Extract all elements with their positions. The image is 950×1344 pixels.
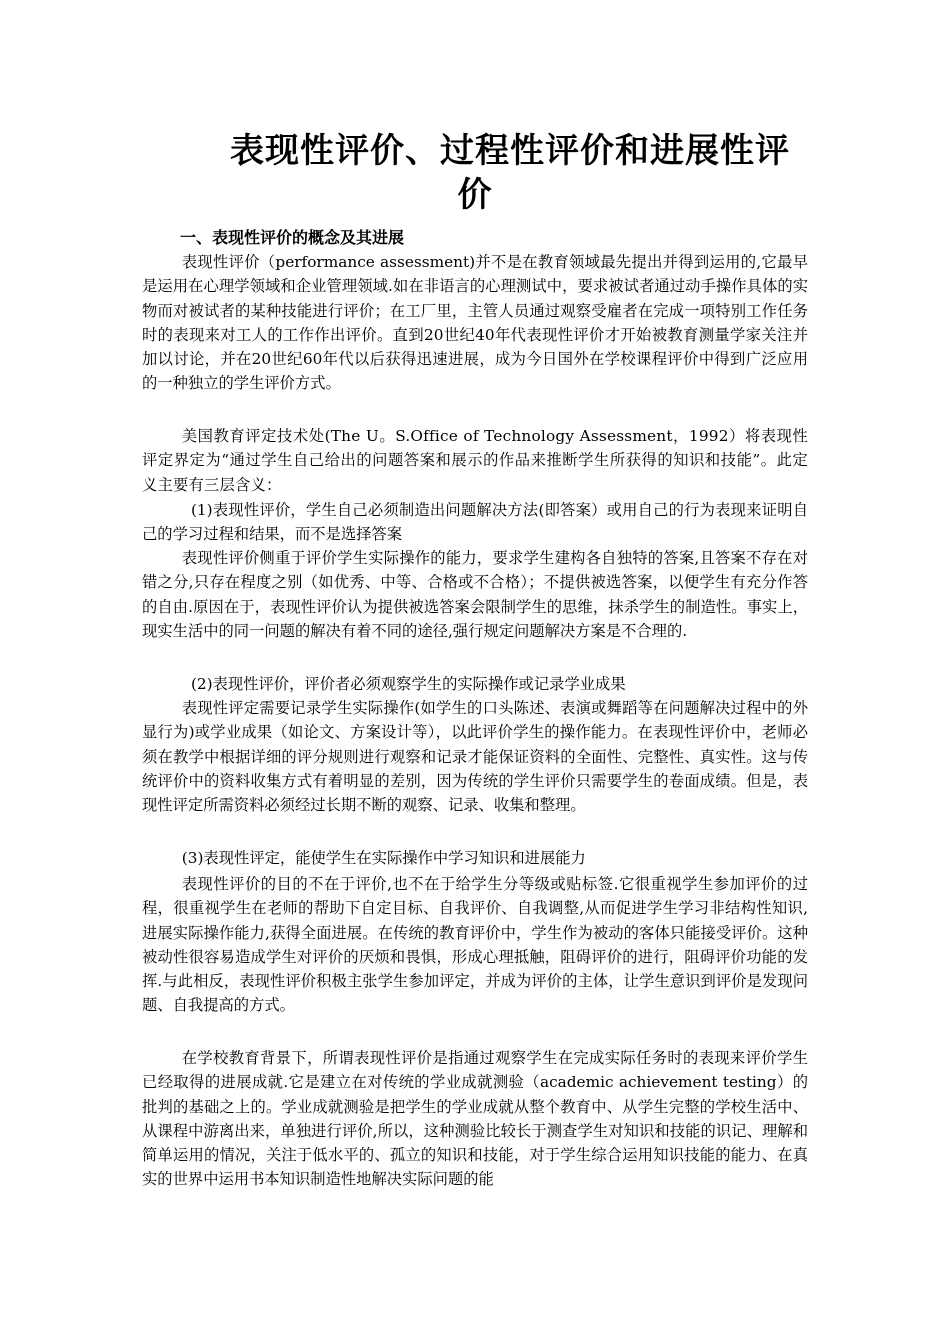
paragraph: (1)表现性评价，学生自己必须制造出问题解决方法(即答案）或用自己的行为表现来证明自己的学习过程和结果，而不是选择答案 [142, 501, 808, 544]
title-line-2: 价 [457, 175, 493, 215]
title-line-1: 表现性评价、过程性评价和进展性评 [230, 131, 790, 171]
paragraph: 表现性评价侧重于评价学生实际操作的能力，要求学生建构各自独特的答案,且答案不存在对错之分,只存在程度之别（如优秀、中等、合格或不合格）；不提供被选答案，以便学生有充分作答的自由.原因在于，表现性评价认为提供被选答案会限制学生的思维，抹杀学生的制造性。事实上，现实生活中的同一问题的解决有着不同的途径,强行规定问题解决方案是不合理的. [142, 549, 808, 640]
paragraph: (3)表现性评定，能使学生在实际操作中学习知识和进展能力 [181, 849, 586, 867]
paragraph: 美国教育评定技术处(The U。S.Office of Technology Assessment，1992）将表现性评定界定为“通过学生自己给出的问题答案和展示的作品来推断学生所获得的知识和技能”。此定义主要有三层含义： [142, 427, 808, 494]
paragraph: 表现性评价（performance assessment)并不是在教育领域最先提出并得到运用的,它最早是运用在心理学领域和企业管理领域.如在非语言的心理测试中，要求被试者通过动手操作具体的实物而对被试者的某种技能进行评价；在工厂里，主管人员通过观察受雇者在完成一项特别工作任务时的表现来对工人的工作作出评价。直到20世纪40年代表现性评价才开始被教育测量学家关注并加以讨论，并在20世纪60年代以后获得迅速进展，成为今日国外在学校课程评价中得到广泛应用的一种独立的学生评价方式。 [142, 253, 808, 393]
paragraph: 表现性评价的目的不在于评价,也不在于给学生分等级或贴标签.它很重视学生参加评价的过程，很重视学生在老师的帮助下自定目标、自我评价、自我调整,从而促进学生学习非结构性知识,进展实际操作能力,获得全面进展。在传统的教育评价中，学生作为被动的客体只能接受评价。这种被动性很容易造成学生对评价的厌烦和畏惧，形成心理抵触，阻碍评价的进行，阻碍评价功能的发挥.与此相反，表现性评价积极主张学生参加评定，并成为评价的主体，让学生意识到评价是发现问题、自我提高的方式。 [142, 875, 808, 1015]
paragraph: 在学校教育背景下，所谓表现性评价是指通过观察学生在完成实际任务时的表现来评价学生已经取得的进展成就.它是建立在对传统的学业成就测验（academic achievement testing）的批判的基础之上的。学业成就测验是把学生的学业成就从整个教育中、从学生完整的学校生活中、从课程中游离出来，单独进行评价,所以，这种测验比较长于测查学生对知识和技能的识记、理解和简单运用的情况，关注于低水平的、孤立的知识和技能，对于学生综合运用知识技能的能力、在真实的世界中运用书本知识制造性地解决实际问题的能 [142, 1049, 808, 1189]
section-heading: 一、表现性评价的概念及其进展 [180, 228, 405, 247]
paragraph: (2)表现性评价，评价者必须观察学生的实际操作或记录学业成果 [190, 675, 626, 693]
paragraph: 表现性评定需要记录学生实际操作(如学生的口头陈述、表演或舞蹈等在问题解决过程中的外显行为)或学业成果（如论文、方案设计等），以此评价学生的操作能力。在表现性评价中，老师必须在教学中根据详细的评分规则进行观察和记录才能保证资料的全面性、完整性、真实性。这与传统评价中的资料收集方式有着明显的差别，因为传统的学生评价只需要学生的卷面成绩。但是，表现性评定所需资料必须经过长期不断的观察、记录、收集和整理。 [142, 699, 808, 815]
